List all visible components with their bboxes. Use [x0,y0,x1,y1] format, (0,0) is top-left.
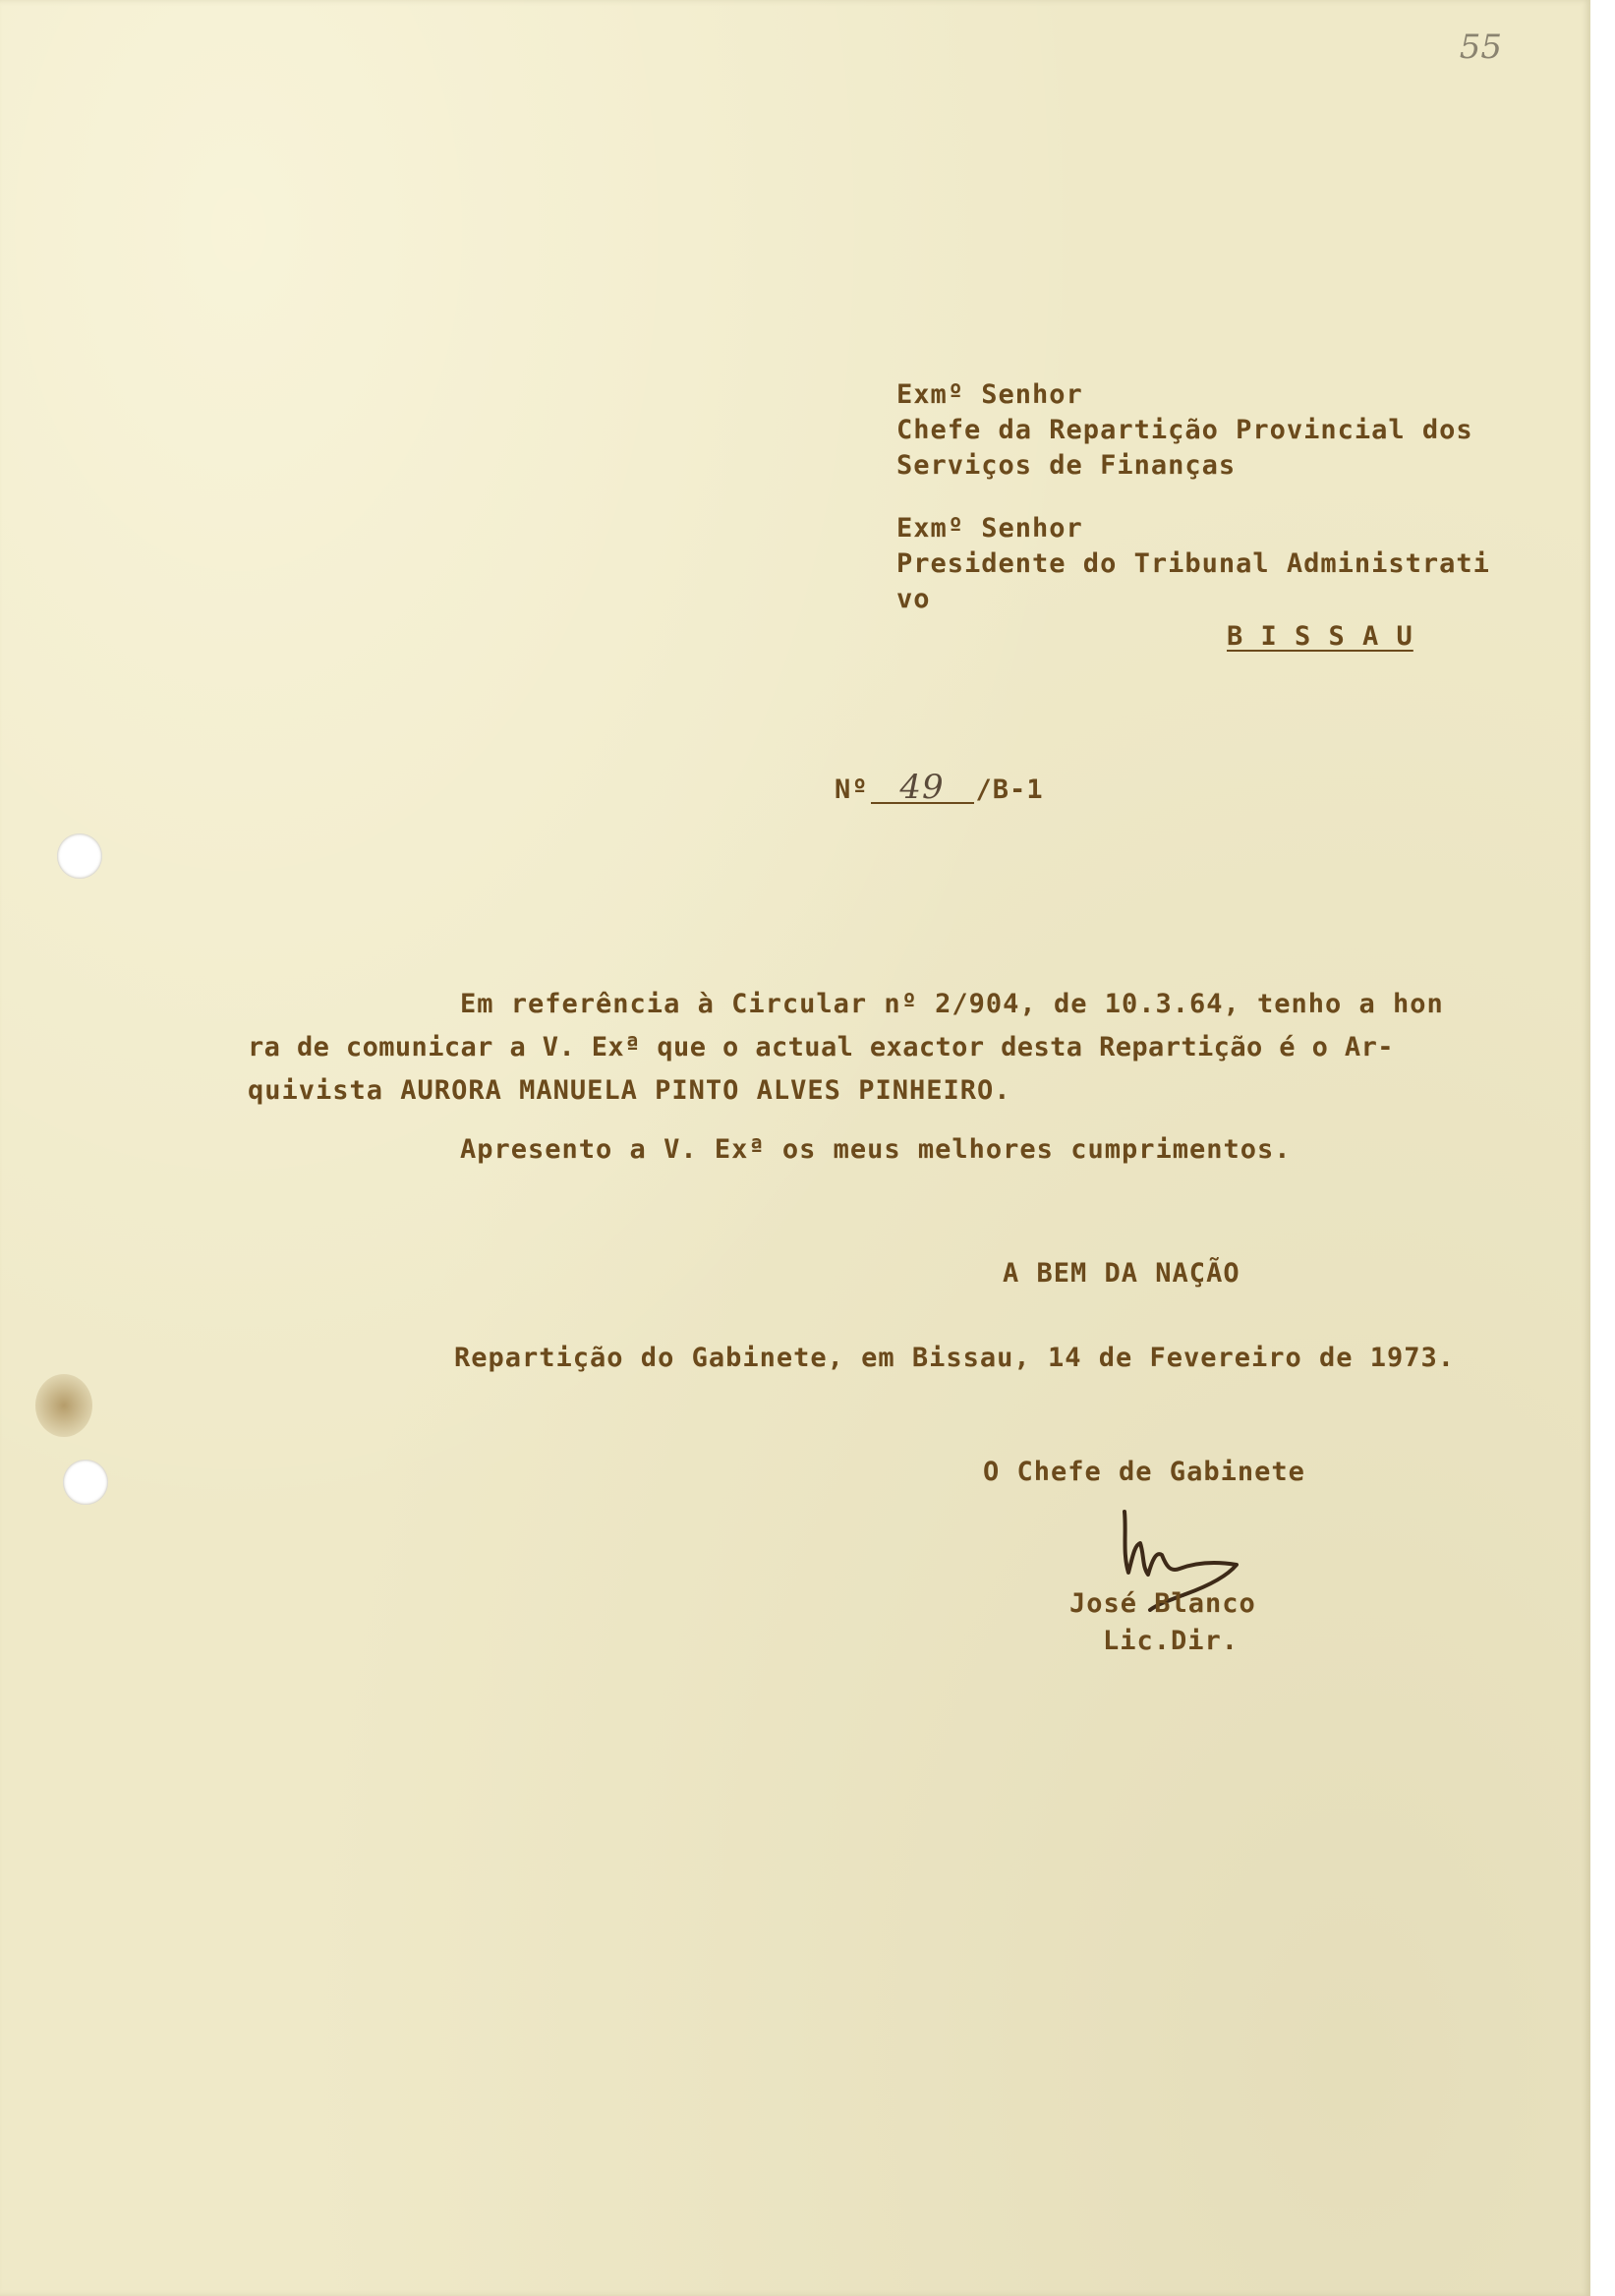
punch-hole-top [57,833,102,879]
punch-hole-bottom [63,1460,108,1505]
addressee-2-line-2: vo [896,584,931,614]
body-line-1: Em referência à Circular nº 2/904, de 10.3.64, tenho a hon [460,989,1444,1019]
reference-suffix: /B-1 [975,775,1044,805]
addressee-city: B I S S A U [1227,621,1413,652]
motto: A BEM DA NAÇÃO [1003,1258,1240,1289]
page-number: 55 [1459,28,1502,67]
body-line-3: quivista AURORA MANUELA PINTO ALVES PINHEIRO. [248,1075,1011,1106]
signatory-degree: Lic.Dir. [1103,1626,1240,1656]
addressee-2-salutation: Exmº Senhor [896,513,1083,544]
reference-handwritten-number: 49 [871,773,974,804]
reference-number [767,737,1044,843]
body-closing: Apresento a V. Exª os meus melhores cumprimentos. [460,1134,1292,1165]
place-date: Repartição do Gabinete, em Bissau, 14 de Fevereiro de 1973. [454,1343,1456,1373]
addressee-1-salutation: Exmº Senhor [896,379,1083,410]
addressee-1-line-2: Serviços de Finanças [896,450,1237,481]
signatory-title: O Chefe de Gabinete [983,1457,1305,1487]
signatory-name: José Blanco [1069,1588,1256,1619]
body-line-2: ra de comunicar a V. Exª que o actual exactor desta Repartição é o Ar- [248,1032,1394,1062]
reference-prefix: Nº [835,775,869,805]
stain-mark [35,1374,92,1437]
addressee-1-line-1: Chefe da Repartição Provincial dos [896,415,1473,445]
addressee-2-line-1: Presidente do Tribunal Administrati [896,548,1490,579]
